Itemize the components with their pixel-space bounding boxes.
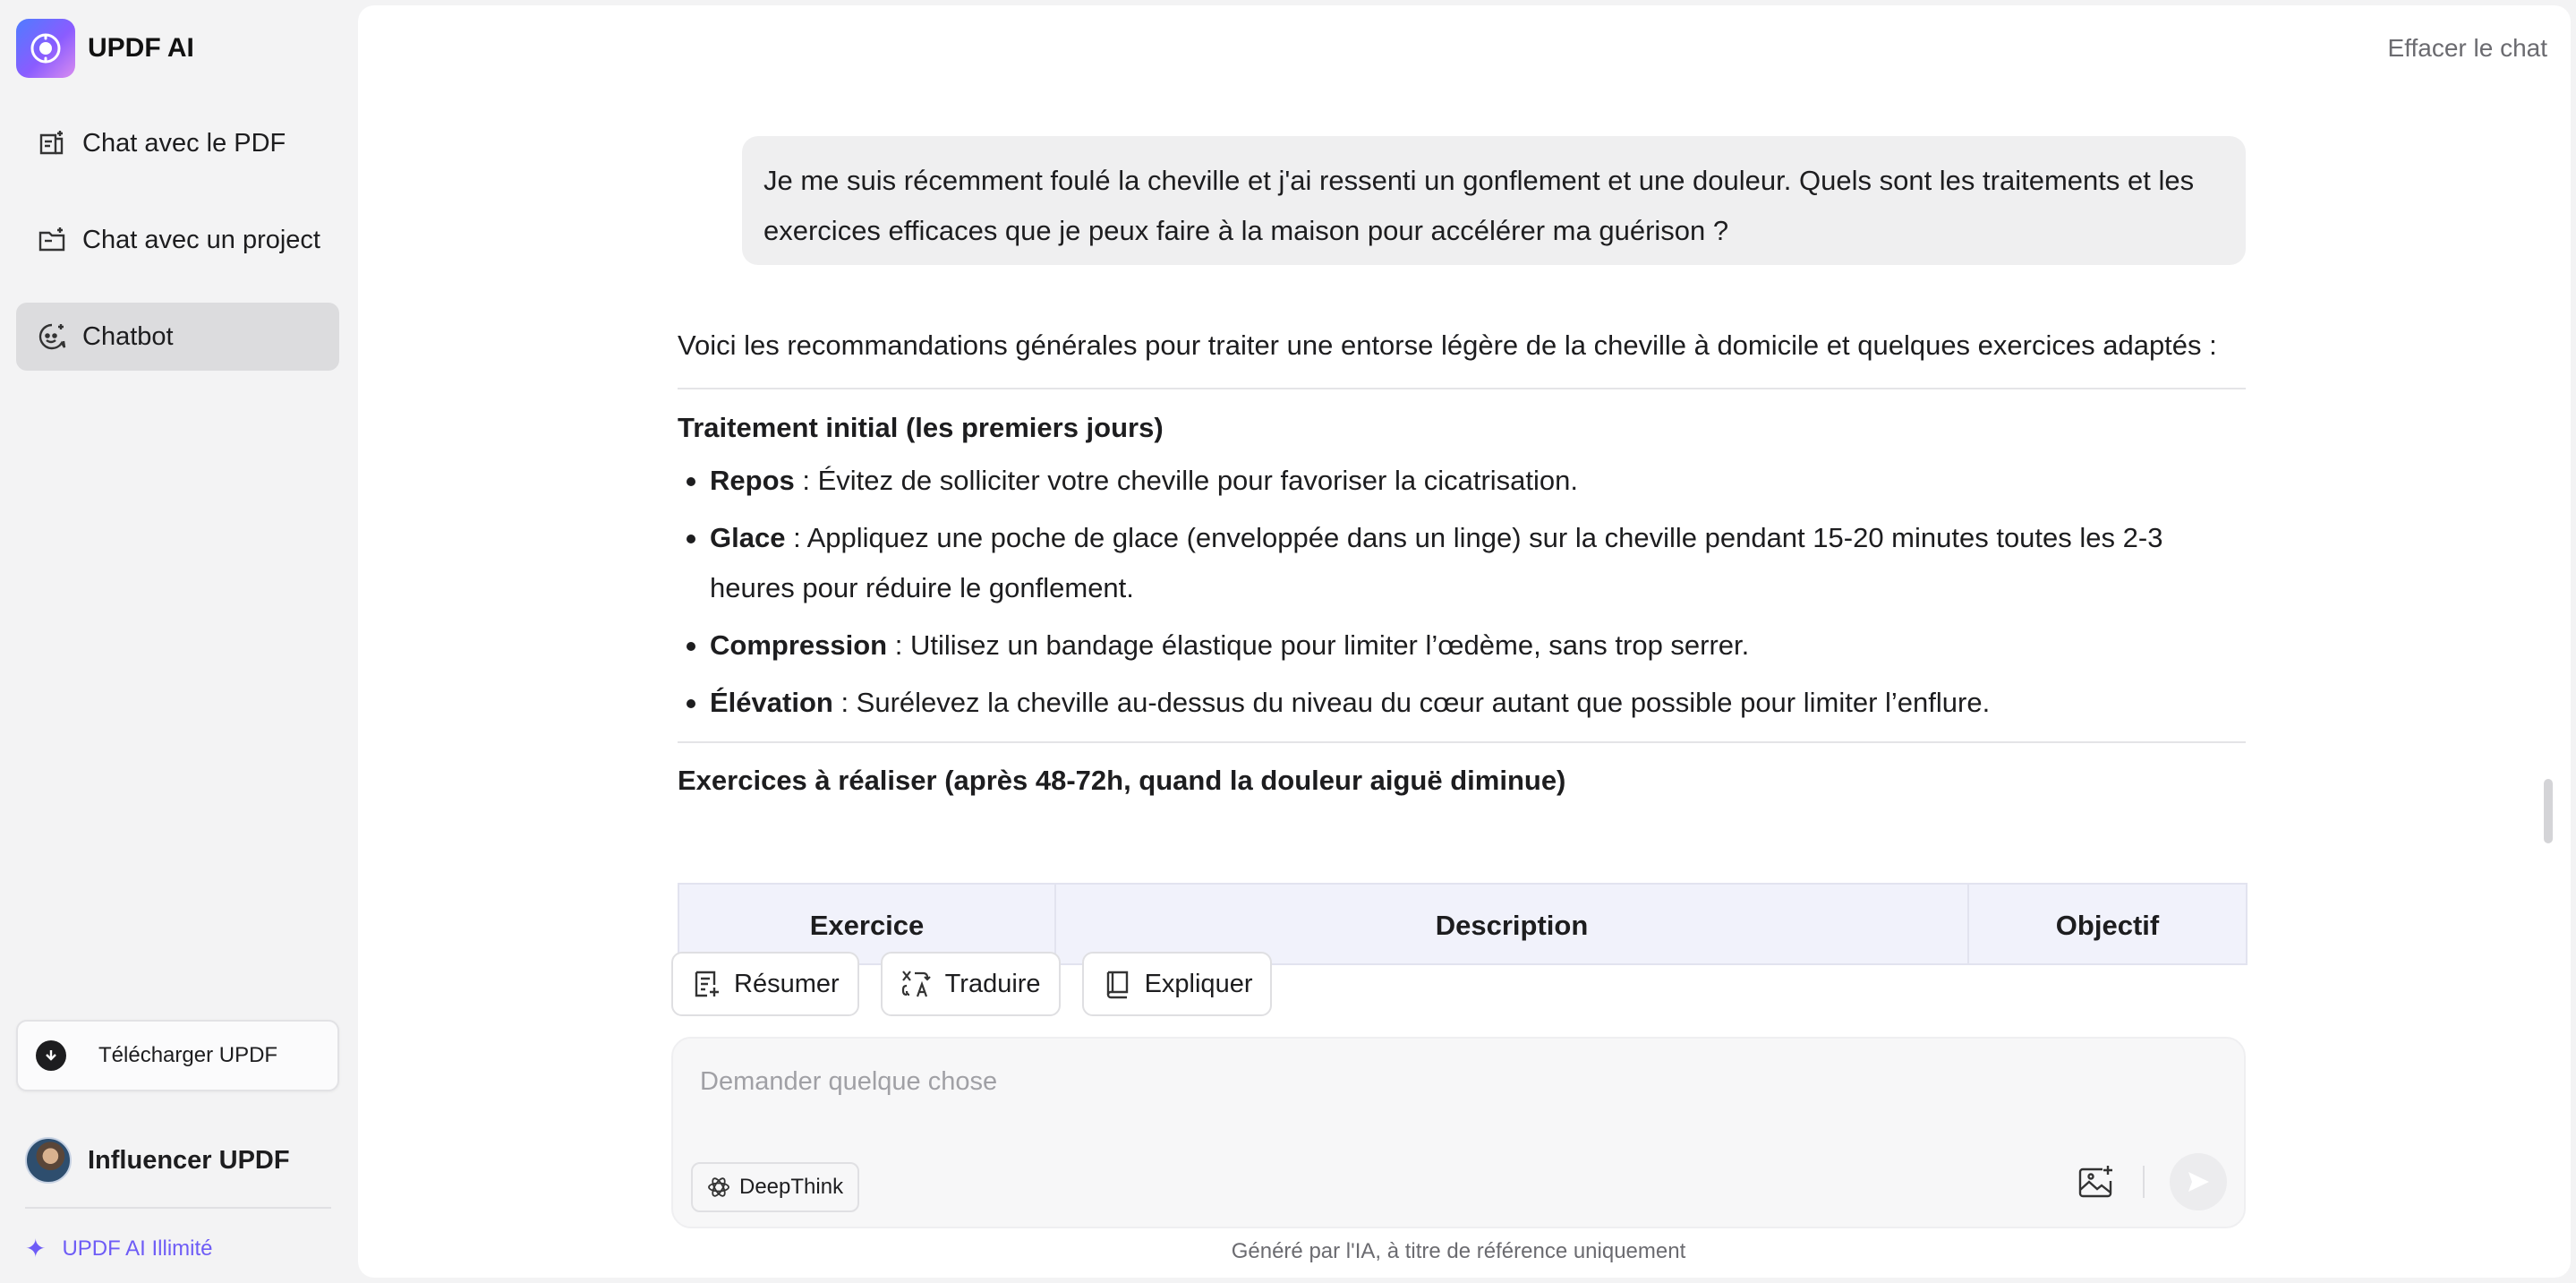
table-header-objective: Objectif: [1968, 884, 2247, 964]
list-item-text: : Appliquez une poche de glace (enveloppée dans un linge) sur la cheville pendant 15-20 minutes toutes les 2-3 heures pour réduire le gonflement.: [710, 522, 2163, 603]
pdf-chat-icon: [36, 127, 68, 159]
summarize-icon: [691, 969, 721, 999]
list-item-text: : Utilisez un bandage élastique pour limiter l’œdème, sans trop serrer.: [887, 629, 1750, 661]
ai-disclaimer: Généré par l'IA, à titre de référence uniquement: [1231, 1239, 1686, 1263]
summarize-label: Résumer: [734, 969, 840, 998]
treatment-list: [678, 456, 2246, 728]
list-item-text: : Évitez de solliciter votre cheville pour favoriser la cicatrisation.: [794, 465, 1578, 496]
send-button[interactable]: [2170, 1153, 2227, 1210]
sidebar: [0, 0, 356, 1283]
divider: [678, 741, 2246, 743]
updf-logo-icon: [16, 19, 75, 78]
book-icon: [1102, 969, 1132, 999]
list-item-term: Glace: [710, 522, 786, 553]
sidebar-divider: [25, 1207, 331, 1209]
project-chat-icon: [36, 224, 68, 256]
avatar: [25, 1137, 72, 1184]
list-item-term: Élévation: [710, 687, 833, 718]
summarize-button[interactable]: [671, 952, 859, 1016]
upsell-link[interactable]: [25, 1234, 213, 1263]
section-title-treatment: Traitement initial (les premiers jours): [678, 412, 1164, 443]
deepthink-toggle[interactable]: [691, 1162, 859, 1212]
quick-actions: [671, 952, 1293, 1016]
sidebar-item-label: Chat avec un project: [82, 225, 320, 254]
sidebar-item-chat-pdf[interactable]: [16, 109, 339, 177]
assistant-answer: [678, 321, 2246, 799]
app-name: UPDF AI: [88, 33, 194, 63]
list-item-term: Compression: [710, 629, 888, 661]
user-message-bubble: Je me suis récemment foulé la cheville et j'ai ressenti un gonflement et une douleur. Quels sont les traitements et les exercices efficaces que je peux faire à la maison pour accélérer ma guérison ?: [742, 136, 2246, 265]
section-title-exercises: Exercices à réaliser (après 48-72h, quand la douleur aiguë diminue): [678, 765, 1566, 796]
send-icon: [2185, 1168, 2212, 1195]
translate-label: Traduire: [944, 969, 1041, 998]
download-updf-button[interactable]: [16, 1020, 339, 1091]
divider: [678, 388, 2246, 389]
sidebar-item-label: Chat avec le PDF: [82, 128, 286, 158]
list-item-text: : Surélevez la cheville au-dessus du niveau du cœur autant que possible pour limiter l’enflure.: [832, 687, 1991, 718]
translate-icon: [900, 968, 933, 1000]
explain-label: Expliquer: [1144, 969, 1253, 998]
download-icon: [36, 1040, 66, 1071]
list-item-term: Repos: [710, 465, 795, 496]
clear-chat-button[interactable]: Effacer le chat: [2387, 34, 2547, 62]
composer-divider: [2143, 1166, 2145, 1198]
table-header-exercise: Exercice: [678, 884, 1055, 964]
upsell-label: UPDF AI Illimité: [62, 1236, 213, 1261]
user-name: Influencer UPDF: [88, 1145, 290, 1175]
atom-icon: [707, 1176, 730, 1199]
list-item: [678, 620, 2246, 671]
sparkle-icon: ✦: [25, 1235, 47, 1262]
list-item: [678, 678, 2246, 728]
brand: [16, 19, 194, 78]
chatbot-icon: [36, 321, 68, 353]
deepthink-label: DeepThink: [739, 1175, 844, 1199]
message-input[interactable]: [700, 1067, 2043, 1097]
translate-button[interactable]: [881, 952, 1061, 1016]
answer-intro: Voici les recommandations générales pour traiter une entorse légère de la cheville à domicile et quelques exercices adaptés :: [678, 329, 2217, 361]
image-add-icon: [2077, 1164, 2115, 1200]
exercise-table: [678, 883, 2246, 941]
scrollbar-thumb[interactable]: [2544, 779, 2553, 843]
user-profile[interactable]: [25, 1137, 290, 1184]
download-label: Télécharger UPDF: [98, 1043, 278, 1067]
list-item: [678, 513, 2246, 613]
sidebar-item-label: Chatbot: [82, 321, 174, 351]
list-item: [678, 456, 2246, 506]
sidebar-item-chatbot[interactable]: [16, 303, 339, 371]
sidebar-item-chat-project[interactable]: [16, 206, 339, 274]
chat-panel: [358, 5, 2571, 1278]
explain-button[interactable]: [1082, 952, 1273, 1016]
image-upload-button[interactable]: [2075, 1160, 2118, 1203]
message-composer: [671, 1037, 2246, 1228]
table-header-description: Description: [1055, 884, 1968, 964]
